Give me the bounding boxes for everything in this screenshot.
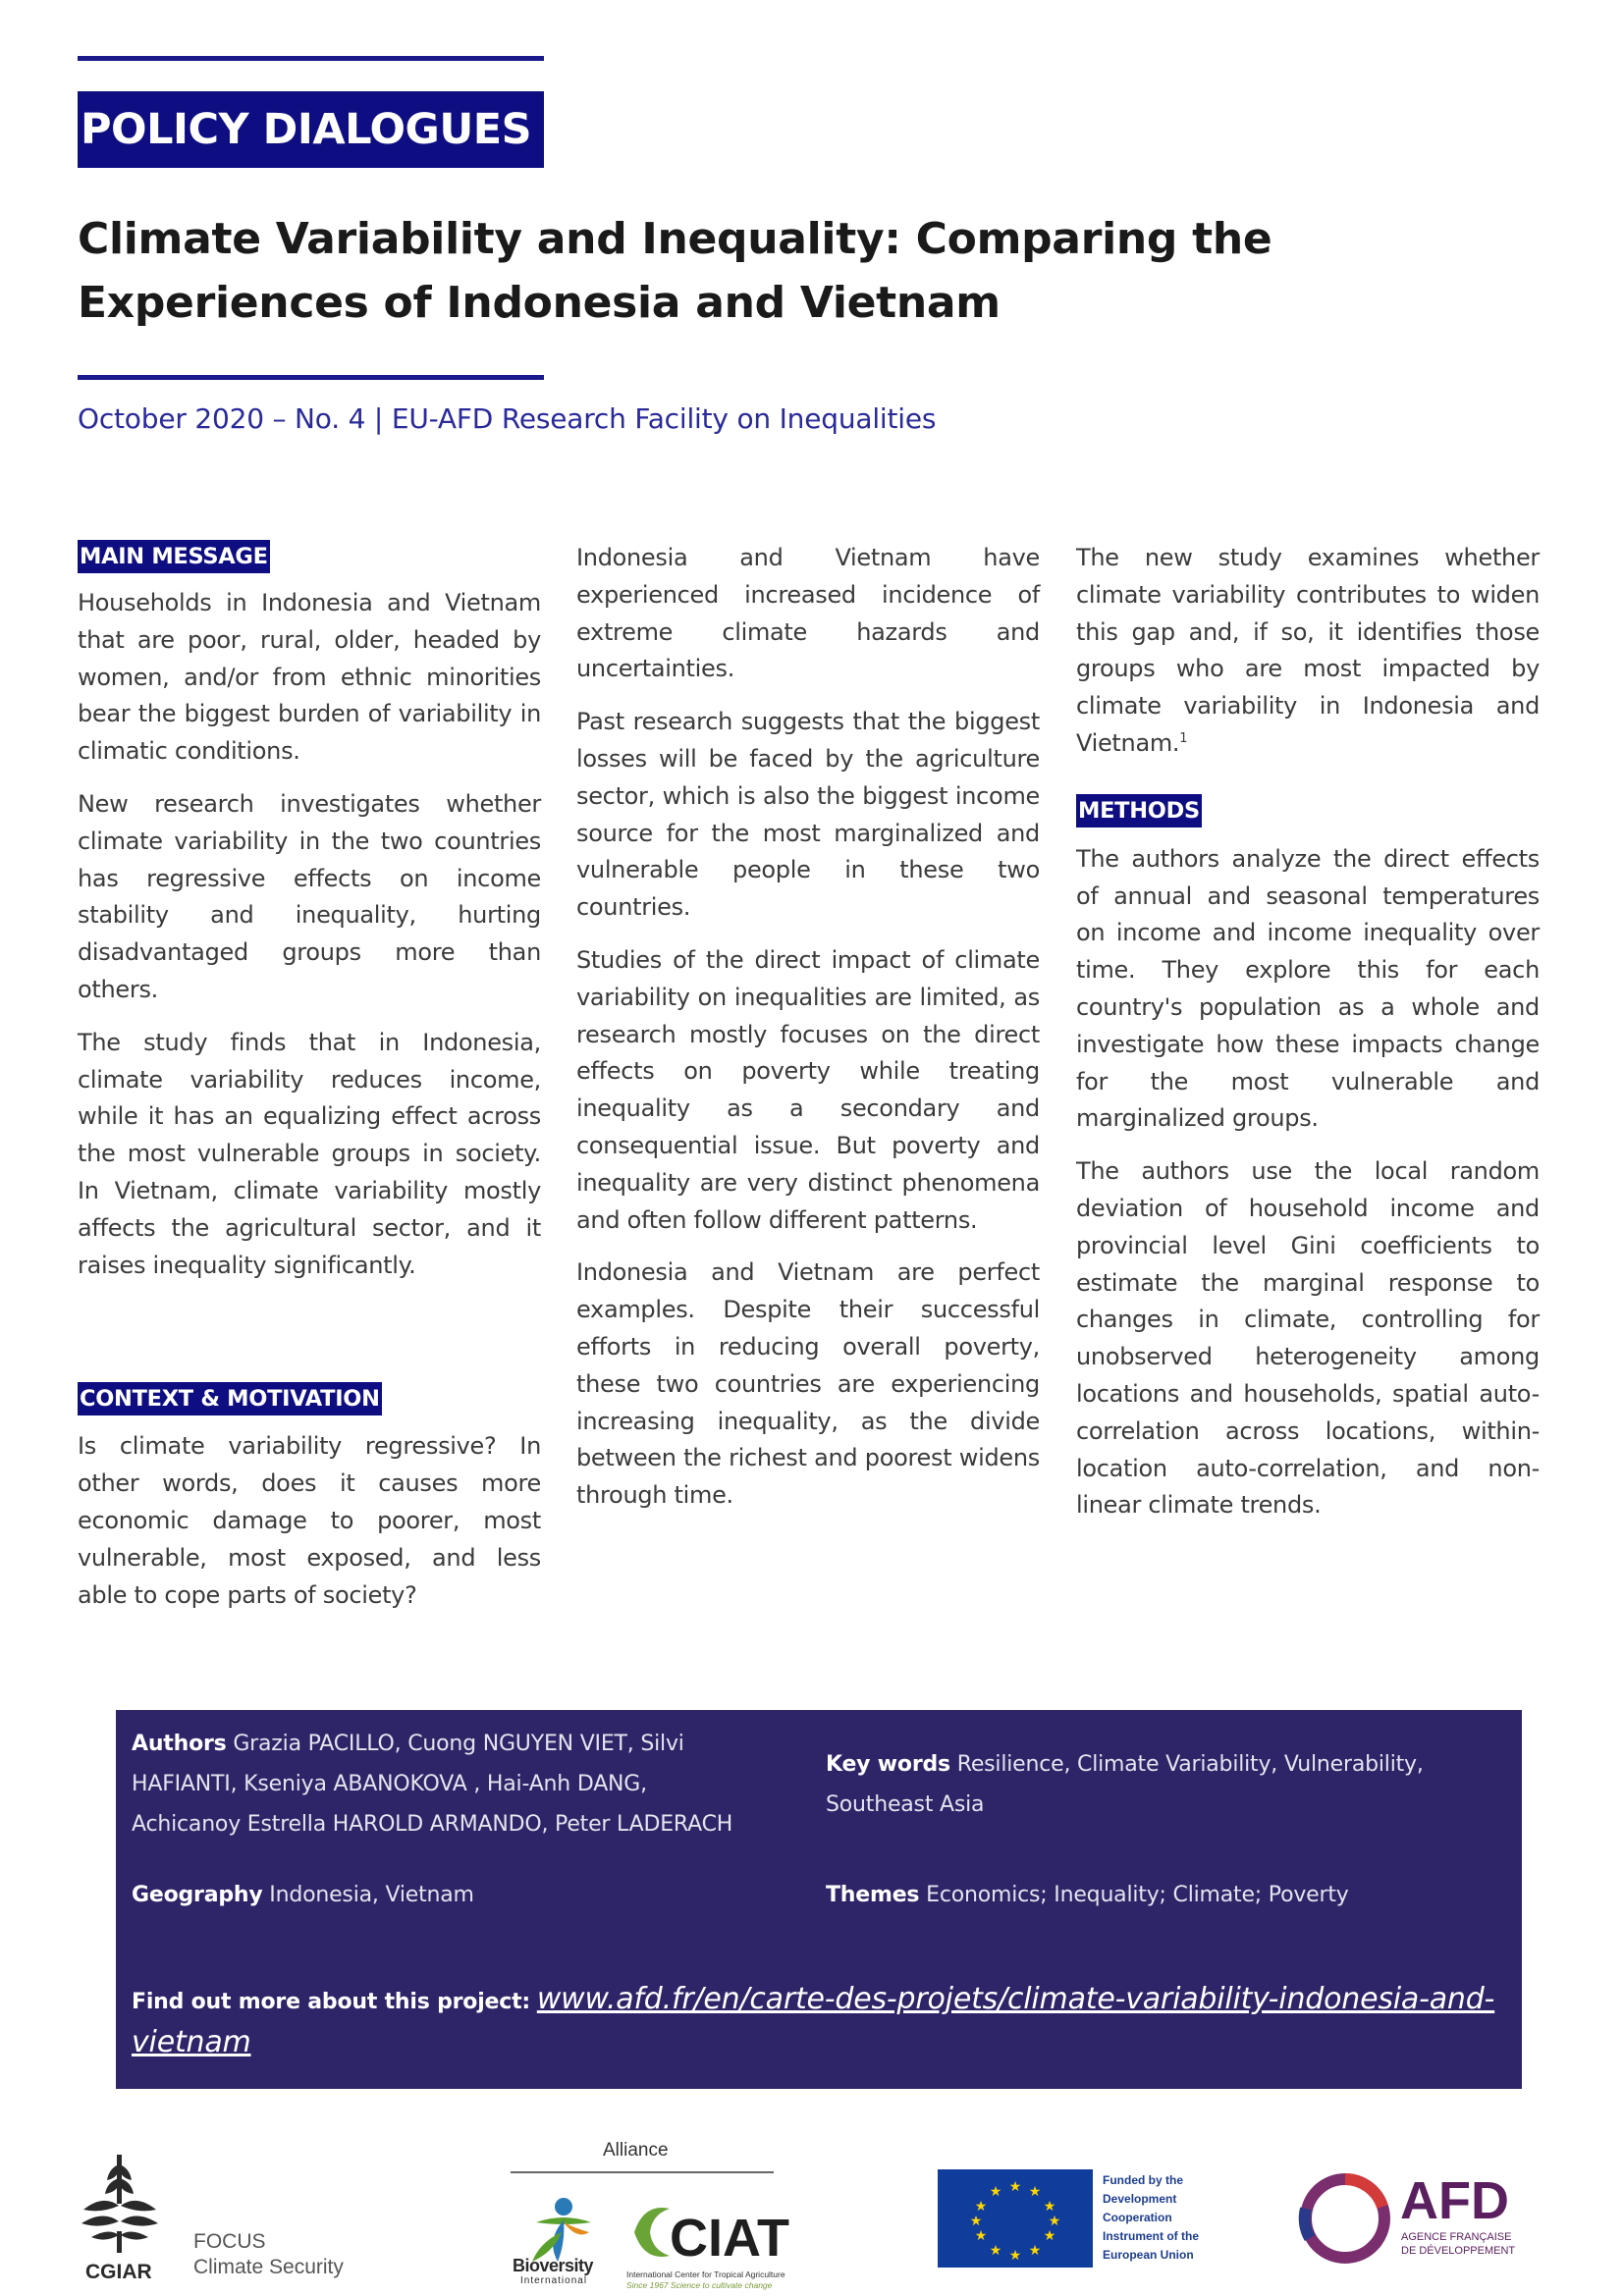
methods-label: METHODS [1076,794,1202,828]
eu-stars [938,2169,1093,2268]
svg-text:★: ★ [1008,2248,1022,2264]
alliance-label: Alliance [603,2140,669,2161]
main-message-label: MAIN MESSAGE [78,540,270,573]
afd-ring-icon [1296,2169,1394,2268]
paragraph-with-footnote [1076,540,1540,763]
svg-text:★: ★ [969,2214,983,2229]
column-2 [576,540,1040,1530]
paragraph: Households in Indonesia and Vietnam that are poor, rural, older, headed by women, and/or from ethnic minorities bear the biggest burden of variability in climatic conditions. [78,589,541,766]
svg-text:★: ★ [989,2184,1002,2200]
themes-label: Themes [826,1883,920,1907]
title-line-2: Experiences of Indonesia and Vietnam [78,277,1001,328]
afd-logo [1296,2169,1522,2272]
paragraph: Is climate variability regressive? In other words, does it causes more economic damage to poorer, most vulnerable, most exposed, and less able to cope parts of society? [78,1432,541,1609]
afd-sub-line: DE DÉVELOPPEMENT [1401,2245,1516,2257]
cgiar-wordmark: CGIAR [85,2261,152,2283]
afd-wordmark: AFD [1400,2171,1509,2230]
keywords-field [826,1744,1474,1825]
ciat-wordmark: CIAT [670,2209,789,2268]
svg-text:★: ★ [1008,2179,1022,2195]
paragraph: Indonesia and Vietnam have experienced increased incidence of extreme climate hazards and uncertainties. [576,544,1040,683]
publication-info-box [116,1710,1522,2089]
title-line-1: Climate Variability and Inequality: Comparing the [78,214,1272,264]
ciat-logo-icon [626,2193,789,2271]
geography-label: Geography [132,1883,263,1907]
eu-funding-text: Funded by the Development Cooperation Instrument of the European Union [1103,2173,1199,2262]
series-badge: POLICY DIALOGUES [78,91,544,168]
svg-text:★: ★ [974,2199,988,2215]
keywords-value: Resilience, Climate Variability, Vulnerability, Southeast Asia [826,1752,1424,1817]
cgiar-wheat-icon [78,2155,162,2263]
column-1 [78,540,541,1629]
paragraph: Past research suggests that the biggest losses will be faced by the agriculture sector, which is also the biggest income source for the most marginalized and vulnerable people in these two countries. [576,708,1040,922]
authors-field [132,1724,760,1844]
paragraph-text: The new study examines whether climate variability contributes to widen this gap and, if so, it identifies those groups who are most impacted by climate variability in Indonesia and Vietnam. [1076,544,1540,757]
svg-text:★: ★ [1043,2228,1056,2244]
geography-value: Indonesia, Vietnam [269,1883,474,1907]
footnote-mark[interactable]: 1 [1179,730,1188,746]
find-out-more-label: Find out more about this project: [132,1990,531,2014]
svg-text:★: ★ [1028,2184,1042,2200]
keywords-label: Key words [826,1752,950,1777]
find-out-more [132,1979,1506,2065]
title-divider [78,375,544,380]
paragraph: New research investigates whether climate variability in the two countries has regressive effects on income stability and inequality, hurting disadvantaged groups more than others. [78,789,541,1003]
authors-value: Grazia PACILLO, Cuong NGUYEN VIET, Silvi HAFIANTI, Kseniya ABANOKOVA , Hai-Anh DANG, Achicanoy Estrella HAROLD ARMANDO, Peter LADERACH [132,1732,733,1837]
cgiar-focus-text [193,2229,344,2280]
afd-subtext [1401,2230,1515,2258]
authors-label: Authors [132,1732,227,1756]
column-3 [1076,540,1540,1540]
eu-logo [938,2169,1213,2268]
issue-subtitle: October 2020 – No. 4 | EU-AFD Research Facility on Inequalities [78,402,937,435]
eu-flag-icon [938,2169,1093,2268]
themes-field [826,1875,1474,1915]
page-title [78,208,1374,335]
geography-field [132,1875,760,1915]
ciat-tagline: Since 1967 Science to cultivate change [626,2280,773,2290]
svg-text:★: ★ [989,2243,1002,2259]
svg-text:★: ★ [974,2228,988,2244]
alliance-divider [511,2171,774,2173]
top-divider [78,56,544,61]
paragraph: The study finds that in Indonesia, climate variability reduces income, while it has an equalizing effect across the most vulnerable groups in society. In Vietnam, climate variability mostly affects the agricultural sector, and it raises inequality significantly. [78,1028,541,1279]
alliance-logo [511,2132,789,2290]
project-link[interactable]: www.afd.fr/en/carte-des-projets/climate-variability-indonesia-and-vietnam [132,1982,1495,2059]
paragraph: Studies of the direct impact of climate variability on inequalities are limited, as research mostly focuses on the direct effects on poverty while treating inequality as a secondary and consequential issue. But poverty and inequality are very distinct phenomena and often follow different patterns. [576,945,1040,1234]
themes-value: Economics; Inequality; Climate; Poverty [926,1883,1349,1907]
focus-line: FOCUS [193,2230,266,2253]
focus-line: Climate Security [193,2256,344,2278]
bioversity-subtext: International [520,2275,588,2286]
context-label: CONTEXT & MOTIVATION [78,1382,382,1415]
svg-text:★: ★ [1043,2199,1056,2215]
paragraph: The authors use the local random deviation of household income and provincial level Gini coefficients to estimate the marginal response to changes in climate, controlling for unobserved heterogeneity among locations and households, spatial auto-correlation across locations, within-location auto-correlation, and non-linear climate trends. [1076,1157,1540,1520]
svg-text:★: ★ [1028,2243,1042,2259]
afd-sub-line: AGENCE FRANÇAISE [1401,2231,1512,2243]
bioversity-wordmark: Bioversity [513,2256,594,2275]
paragraph: The authors analyze the direct effects of annual and seasonal temperatures on income and income inequality over time. They explore this for each country's population as a whole and investigate how these impacts change for the most vulnerable and marginalized groups. [1076,844,1540,1133]
ciat-subtext: International Center for Tropical Agriculture [626,2269,785,2279]
cgiar-logo [78,2155,352,2282]
paragraph: Indonesia and Vietnam are perfect examples. Despite their successful efforts in reducing overall poverty, these two countries are experiencing increasing inequality, as the divide between the richest and poorest widens through time. [576,1258,1040,1510]
svg-text:★: ★ [1048,2214,1061,2229]
